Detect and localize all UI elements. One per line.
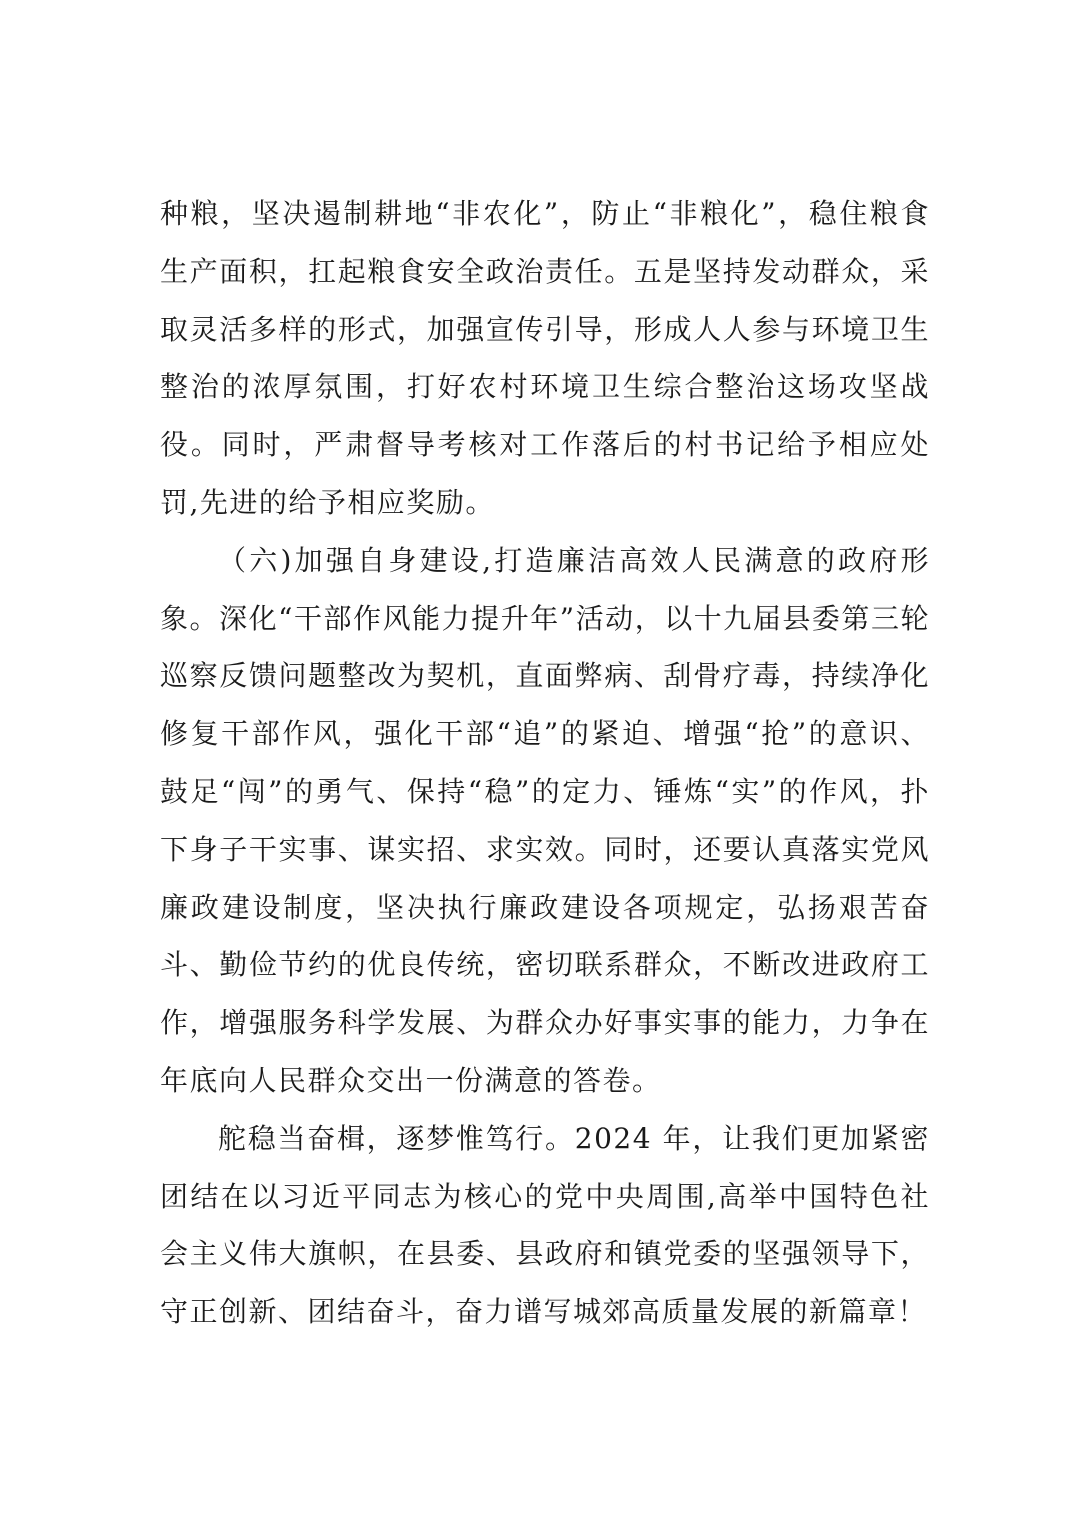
paragraph-3: 舵稳当奋楫，逐梦惟笃行。2024 年，让我们更加紧密团结在以习近平同志为核心的党中央周围,高举中国特色社会主义伟大旗帜，在县委、县政府和镇党委的坚强领导下，守正创新、团结奋斗，奋力谱写城郊高质量发展的新篇章！ [160, 1121, 930, 1329]
paragraph-2: （六)加强自身建设,打造廉洁高效人民满意的政府形象。深化“干部作风能力提升年”活动，以十九届县委第三轮巡察反馈问题整改为契机，直面弊病、刮骨疗毒，持续净化修复干部作风，强化干部“追”的紧迫、增强“抢”的意识、鼓足“闯”的勇气、保持“稳”的定力、锤炼“实”的作风，扑下身子干实事、谋实招、求实效。同时，还要认真落实党风廉政建设制度，坚决执行廉政建设各项规定，弘扬艰苦奋斗、勤俭节约的优良传统，密切联系群众，不断改进政府工作，增强服务科学发展、为群众办好事实事的能力，力争在年底向人民群众交出一份满意的答卷。 [160, 543, 930, 1097]
document-body [160, 185, 930, 1341]
paragraph-1: 种粮，坚决遏制耕地“非农化”，防止“非粮化”，稳住粮食生产面积，扛起粮食安全政治责任。五是坚持发动群众，采取灵活多样的形式，加强宣传引导，形成人人参与环境卫生整治的浓厚氛围，打好农村环境卫生综合整治这场攻坚战役。同时，严肃督导考核对工作落后的村书记给予相应处罚,先进的给予相应奖励。 [160, 197, 930, 519]
